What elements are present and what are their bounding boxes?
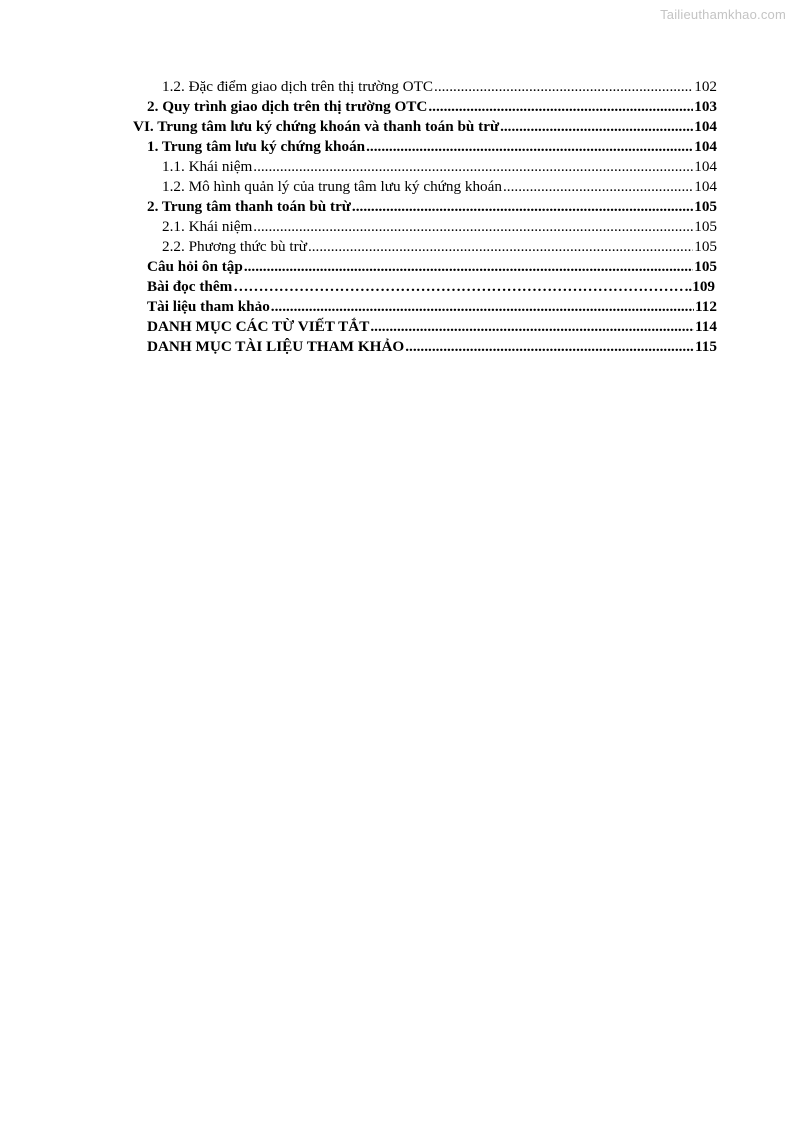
- toc-entry-title: 1.1. Khái niệm: [162, 158, 253, 175]
- toc-page-number: 105: [694, 218, 717, 235]
- toc-entry-2-2-clearing-method[interactable]: [162, 237, 717, 257]
- toc-entry-title: Tài liệu tham khảo: [147, 298, 270, 315]
- toc-entry-2-clearing-center[interactable]: [147, 197, 717, 217]
- toc-page-number: 103: [694, 98, 717, 115]
- toc-entry-title: 1.2. Mô hình quản lý của trung tâm lưu ký chứng khoán: [162, 178, 502, 195]
- toc-leader-dots: [352, 197, 693, 217]
- toc-leader-dots: [308, 237, 693, 257]
- toc-page-number: 105: [694, 238, 717, 255]
- toc-entry-abbreviations-list[interactable]: [147, 317, 717, 337]
- toc-leader-dots: [253, 157, 693, 177]
- toc-leader-dots: [500, 117, 693, 137]
- toc-entry-2-otc-process[interactable]: [147, 97, 717, 117]
- toc-leader-dots: [271, 297, 694, 317]
- toc-page-number: 104: [694, 178, 717, 195]
- toc-leader-dots: [428, 97, 693, 117]
- watermark: Tailieuthamkhao.com: [660, 7, 786, 22]
- toc-leader-dots: [244, 257, 693, 277]
- toc-page-number: 104: [694, 138, 717, 155]
- toc-page-number: 114: [695, 318, 717, 335]
- toc-page-number: 104: [694, 118, 717, 135]
- toc-entry-title: Câu hỏi ôn tập: [147, 258, 243, 275]
- toc-entry-review-questions[interactable]: [147, 257, 717, 277]
- toc-entry-title: 2.1. Khái niệm: [162, 218, 253, 235]
- toc-leader-dots: [405, 337, 694, 357]
- toc-leader-dots: [434, 77, 693, 97]
- toc-leader-dots: [370, 317, 694, 337]
- toc-page-number: 102: [694, 78, 717, 95]
- toc-entry-title: 1. Trung tâm lưu ký chứng khoán: [147, 138, 366, 155]
- toc-entry-1-depository-center[interactable]: [147, 137, 717, 157]
- toc-entry-2-1-concept[interactable]: [162, 217, 717, 237]
- toc-entry-further-reading[interactable]: [147, 277, 715, 297]
- toc-entry-references[interactable]: [147, 297, 717, 317]
- toc-leader-dots: [253, 217, 693, 237]
- toc-leader-dots: [366, 137, 693, 157]
- toc-entry-title: DANH MỤC TÀI LIỆU THAM KHẢO: [147, 338, 405, 355]
- toc-entry-title: 1.2. Đặc điểm giao dịch trên thị trường OTC: [162, 78, 434, 95]
- toc-page-number: 105: [694, 198, 717, 215]
- toc-entry-title: 2. Quy trình giao dịch trên thị trường OTC: [147, 98, 428, 115]
- toc-leader-dots: [233, 277, 683, 297]
- toc-page-number: 112: [695, 298, 717, 315]
- toc-page-number: 115: [695, 338, 717, 355]
- toc-entry-title: DANH MỤC CÁC TỪ VIẾT TẮT: [147, 318, 370, 335]
- toc-entry-title: Bài đọc thêm: [147, 278, 233, 295]
- toc-page-number: 105: [694, 258, 717, 275]
- toc-entry-1-2-otc-features[interactable]: [162, 77, 717, 97]
- toc-entry-title: 2. Trung tâm thanh toán bù trừ: [147, 198, 351, 215]
- toc-entry-references-list[interactable]: [147, 337, 717, 357]
- toc-page-number: 104: [694, 158, 717, 175]
- toc-page-number: ..109: [684, 278, 715, 295]
- toc-entry-1-2-management-model[interactable]: [162, 177, 717, 197]
- toc-entry-vi-depository-clearing[interactable]: [133, 117, 717, 137]
- toc-entry-title: 2.2. Phương thức bù trừ: [162, 238, 307, 255]
- toc-entry-title: VI. Trung tâm lưu ký chứng khoán và thanh toán bù trừ: [133, 118, 500, 135]
- toc-entry-1-1-concept[interactable]: [162, 157, 717, 177]
- toc-leader-dots: [503, 177, 693, 197]
